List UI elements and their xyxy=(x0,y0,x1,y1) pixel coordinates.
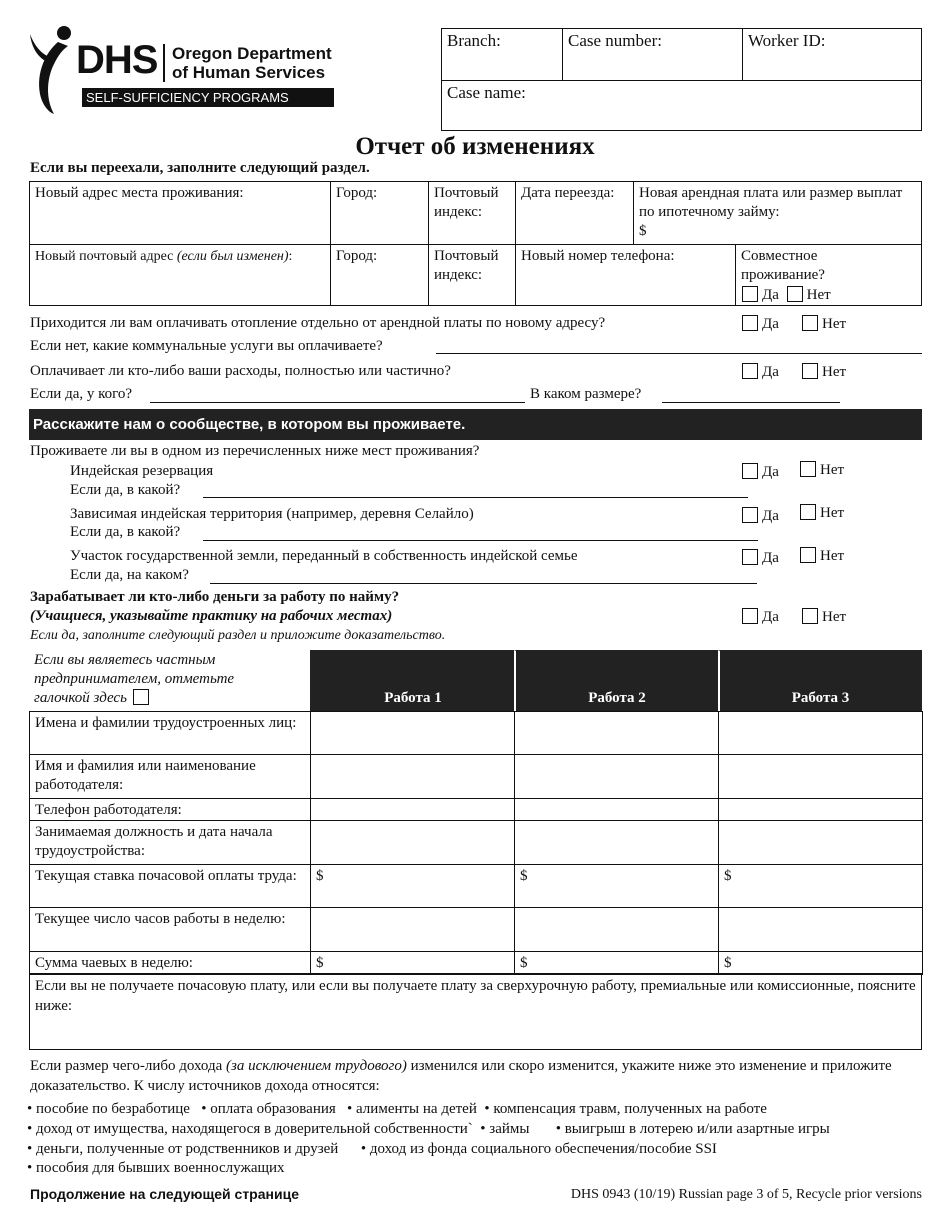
territory-answer-line[interactable] xyxy=(203,540,758,541)
job-2-cell[interactable] xyxy=(514,754,719,799)
job-3-cell[interactable] xyxy=(718,798,923,821)
self-employed-label: Если вы являетесь частным предпринимателем, отметьте галочкой здесь xyxy=(34,652,235,706)
allotment-no-label: Нет xyxy=(820,548,845,564)
allotment-yes-label: Да xyxy=(762,550,779,566)
allotment-answer-line[interactable] xyxy=(210,583,757,584)
work-instruction: Если да, заполните следующий раздел и приложите доказательство. xyxy=(30,628,446,643)
job-row-label xyxy=(29,798,311,821)
continued-note: Продолжение на следующей странице xyxy=(30,1186,299,1202)
phone-label: Новый номер телефона: xyxy=(521,248,675,264)
new-address-field[interactable] xyxy=(29,181,331,245)
mail-city-label: Город: xyxy=(336,248,378,264)
allotment-no xyxy=(800,547,844,565)
moved-heading: Если вы переехали, заполните следующий раздел. xyxy=(30,160,370,176)
utilities-question: Если нет, какие коммунальные услуги вы оплачиваете? xyxy=(30,338,383,354)
explain-field[interactable] xyxy=(29,973,922,1050)
figure-logo-icon xyxy=(28,24,76,114)
heating-yes-label: Да xyxy=(762,316,779,332)
income-text-c: изменился или скоро изменится, укажите ниже это изменение и приложите доказательство. К числу источников дохода относятся: xyxy=(30,1058,892,1094)
job-row-label-text: Текущая ставка почасовой оплаты труда: xyxy=(35,868,297,884)
work-no-label: Нет xyxy=(822,609,847,625)
rent-label: Новая арендная плата или размер выплат по ипотечному займу: xyxy=(639,185,903,220)
territory-label: Зависимая индейская территория (например, деревня Селайло) xyxy=(70,506,474,522)
dhs-logo xyxy=(28,24,333,114)
city-field[interactable] xyxy=(330,181,429,245)
mail-zip-label: Почтовый индекс: xyxy=(434,248,499,283)
shared-yes-label: Да xyxy=(762,287,779,303)
job-header-3 xyxy=(718,650,922,712)
job-1-cell[interactable] xyxy=(310,907,515,952)
job-2-cell[interactable] xyxy=(514,820,719,865)
case-name-label: Case name: xyxy=(447,83,526,102)
territory-no-checkbox[interactable] xyxy=(800,504,816,520)
reservation-which-label: Если да, в какой? xyxy=(70,482,181,498)
logo-mark: DHS xyxy=(76,38,158,82)
dollar-sign: $ xyxy=(316,955,324,971)
page-title: Отчет об изменениях xyxy=(355,133,595,160)
income-bullets-4: • пособия для бывших военнослужащих xyxy=(27,1160,285,1176)
allotment-no-checkbox[interactable] xyxy=(800,547,816,563)
rent-field[interactable] xyxy=(633,181,922,245)
zip-field[interactable] xyxy=(428,181,516,245)
phone-field[interactable] xyxy=(515,244,736,306)
shared-no-checkbox[interactable] xyxy=(787,286,803,302)
worker-id-field[interactable] xyxy=(742,28,922,81)
work-yes-checkbox[interactable] xyxy=(742,608,758,624)
job-row-label-text: Сумма чаевых в неделю: xyxy=(35,955,193,971)
job-1-cell[interactable] xyxy=(310,798,515,821)
expenses-no xyxy=(802,363,846,381)
dollar-sign: $ xyxy=(520,868,528,884)
job-1-cell[interactable] xyxy=(310,754,515,799)
reservation-no xyxy=(800,461,844,479)
territory-which-label: Если да, в какой? xyxy=(70,524,181,540)
job-1-cell[interactable] xyxy=(310,711,515,755)
amount-answer-line[interactable] xyxy=(662,402,840,403)
reservation-yes-checkbox[interactable] xyxy=(742,463,758,479)
self-employed-checkbox[interactable] xyxy=(133,689,149,705)
heating-no-checkbox[interactable] xyxy=(802,315,818,331)
mail-address-label: Новый почтовый адрес xyxy=(35,249,174,264)
job-row-label xyxy=(29,754,311,799)
zip-label: Почтовый индекс: xyxy=(434,185,499,220)
job-header-2-label: Работа 2 xyxy=(588,690,646,706)
territory-yes-checkbox[interactable] xyxy=(742,507,758,523)
expenses-no-label: Нет xyxy=(822,364,847,380)
city-label: Город: xyxy=(336,185,378,201)
job-3-cell[interactable] xyxy=(718,711,923,755)
rent-dollar: $ xyxy=(639,223,647,239)
move-date-label: Дата переезда: xyxy=(521,185,615,201)
allotment-yes xyxy=(742,549,779,567)
job-1-cell[interactable] xyxy=(310,820,515,865)
dollar-sign: $ xyxy=(316,868,324,884)
job-header-3-label: Работа 3 xyxy=(791,690,850,706)
work-no xyxy=(802,608,846,626)
income-text-b: (за исключением трудового) xyxy=(226,1058,407,1074)
dollar-sign: $ xyxy=(724,868,732,884)
reservation-answer-line[interactable] xyxy=(203,497,748,498)
job-row-label-text: Имена и фамилии трудоустроенных лиц: xyxy=(35,715,297,731)
work-yes-label: Да xyxy=(762,609,779,625)
expenses-yes-checkbox[interactable] xyxy=(742,363,758,379)
case-number-label: Case number: xyxy=(568,31,662,50)
case-name-field[interactable] xyxy=(441,80,922,131)
community-banner: Расскажите нам о сообществе, в котором вы проживаете. xyxy=(29,409,922,440)
job-row-label xyxy=(29,864,311,908)
territory-yes xyxy=(742,507,779,525)
reservation-no-label: Нет xyxy=(820,462,845,478)
move-date-field[interactable] xyxy=(515,181,634,245)
shared-yes-checkbox[interactable] xyxy=(742,286,758,302)
job-3-cell[interactable] xyxy=(718,907,923,952)
reservation-yes-label: Да xyxy=(762,464,779,480)
job-1-cell[interactable] xyxy=(310,951,515,975)
expenses-yes xyxy=(742,363,779,381)
worker-id-label: Worker ID: xyxy=(748,31,826,50)
utilities-answer-line[interactable] xyxy=(436,353,922,354)
reservation-yes xyxy=(742,463,779,481)
job-2-cell[interactable] xyxy=(514,864,719,908)
job-row-label-text: Текущее число часов работы в неделю: xyxy=(35,911,286,927)
reservation-label: Индейская резервация xyxy=(70,463,214,479)
amount-question: В каком размере? xyxy=(530,386,642,402)
reservation-no-checkbox[interactable] xyxy=(800,461,816,477)
mail-address-note: (если был изменен) xyxy=(176,249,289,264)
who-answer-line[interactable] xyxy=(150,402,525,403)
expenses-question: Оплачивает ли кто-либо ваши расходы, полностью или частично? xyxy=(30,363,451,379)
territory-no xyxy=(800,504,844,522)
allotment-yes-checkbox[interactable] xyxy=(742,549,758,565)
form-id: DHS 0943 (10/19) Russian page 3 of 5, Recycle prior versions xyxy=(570,1187,922,1202)
community-question: Проживаете ли вы в одном из перечисленных ниже мест проживания? xyxy=(30,443,480,459)
case-number-field[interactable] xyxy=(562,28,743,81)
job-3-cell[interactable] xyxy=(718,864,923,908)
mail-city-field[interactable] xyxy=(330,244,429,306)
territory-yes-label: Да xyxy=(762,508,779,524)
work-question: Зарабатывает ли кто-либо деньги за работу по найму? xyxy=(30,589,400,605)
job-2-cell[interactable] xyxy=(514,951,719,975)
branch-label: Branch: xyxy=(447,31,501,50)
logo-divider xyxy=(163,44,165,82)
job-row-label xyxy=(29,711,311,755)
job-3-cell[interactable] xyxy=(718,754,923,799)
heating-no xyxy=(802,315,846,333)
work-no-checkbox[interactable] xyxy=(802,608,818,624)
job-1-cell[interactable] xyxy=(310,864,515,908)
job-header-1 xyxy=(310,650,516,712)
heating-yes xyxy=(742,315,779,333)
income-bullets-2: • доход от имущества, находящегося в доверительной собственности` • займы • выигрыш в лотерею и/или азартные игры xyxy=(27,1121,830,1137)
job-header-2 xyxy=(514,650,719,712)
mail-address-colon: : xyxy=(288,249,293,264)
heating-no-label: Нет xyxy=(822,316,847,332)
new-address-label: Новый адрес места проживания: xyxy=(35,185,244,201)
job-row-label xyxy=(29,820,311,865)
work-yes xyxy=(742,608,779,626)
job-3-cell[interactable] xyxy=(718,820,923,865)
income-bullets-3: • деньги, полученные от родственников и друзей • доход из фонда социального обеспечения/пособие SSI xyxy=(27,1141,717,1157)
dollar-sign: $ xyxy=(724,955,732,971)
shared-field xyxy=(735,244,922,306)
heating-yes-checkbox[interactable] xyxy=(742,315,758,331)
shared-label: Совместное проживание? xyxy=(741,248,825,283)
job-row-label xyxy=(29,907,311,952)
job-2-cell[interactable] xyxy=(514,798,719,821)
self-employed-note xyxy=(34,651,284,708)
job-row-label xyxy=(29,951,311,975)
mail-zip-field[interactable] xyxy=(428,244,516,306)
work-students-note: (Учащиеся, указывайте практику на рабочих местах) xyxy=(30,608,393,624)
org-name-line1: Oregon Department xyxy=(172,44,332,63)
explain-label: Если вы не получаете почасовую плату, или если вы получаете плату за сверхурочную работу, премиальные или комиссионные, поясните ниже: xyxy=(35,978,916,1014)
job-row-label-text: Имя и фамилия или наименование работодателя: xyxy=(35,758,256,793)
program-banner: SELF-SUFFICIENCY PROGRAMS xyxy=(82,88,334,107)
job-3-cell[interactable] xyxy=(718,951,923,975)
job-2-cell[interactable] xyxy=(514,907,719,952)
shared-no-label: Нет xyxy=(806,287,831,303)
territory-no-label: Нет xyxy=(820,505,845,521)
job-2-cell[interactable] xyxy=(514,711,719,755)
job-header-1-label: Работа 1 xyxy=(384,690,442,706)
mail-address-field[interactable] xyxy=(29,244,331,306)
dollar-sign: $ xyxy=(520,955,528,971)
allotment-label: Участок государственной земли, переданный в собственность индейской семье xyxy=(70,548,578,564)
branch-field[interactable] xyxy=(441,28,563,81)
expenses-no-checkbox[interactable] xyxy=(802,363,818,379)
org-name-line2: of Human Services xyxy=(172,63,326,82)
allotment-which-label: Если да, на каком? xyxy=(70,567,189,583)
income-text-a: Если размер чего-либо дохода xyxy=(30,1058,227,1074)
who-question: Если да, у кого? xyxy=(30,386,133,402)
income-bullets-1: • пособие по безработице • оплата образования • алименты на детей • компенсация травм, полученных на работе xyxy=(27,1101,767,1117)
job-row-label-text: Занимаемая должность и дата начала трудоустройства: xyxy=(35,824,273,859)
job-row-label-text: Телефон работодателя: xyxy=(35,802,182,818)
expenses-yes-label: Да xyxy=(762,364,779,380)
heating-question: Приходится ли вам оплачивать отопление отдельно от арендной платы по новому адресу? xyxy=(30,315,606,331)
income-paragraph xyxy=(30,1056,925,1096)
